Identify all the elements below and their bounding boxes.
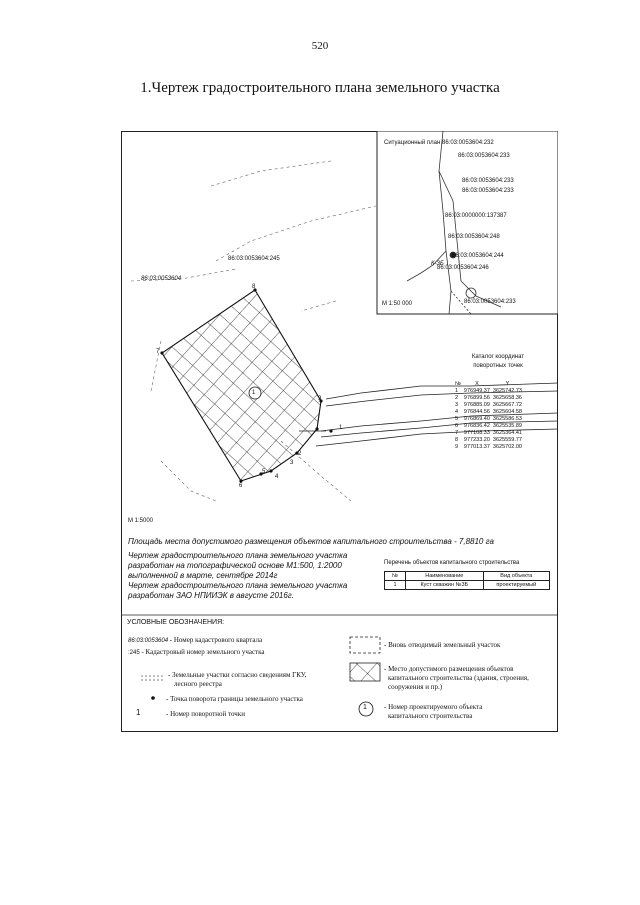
catalog-header: № <box>455 381 461 387</box>
legend-planned-num: 1 <box>363 704 367 711</box>
cell: 976869.40 <box>463 416 490 422</box>
legend-quarter <box>128 636 262 646</box>
legend-new-parcel: - Вновь отводимый земельный участок <box>384 641 501 649</box>
sit-parcel-label: 86:03:0053604:246 <box>437 265 489 271</box>
legend-line: капитального строительства <box>388 712 473 720</box>
table-row <box>455 416 525 423</box>
note-line: Чертеж градостроительного плана земельного участка <box>128 551 348 560</box>
cell: 976844.56 <box>463 409 490 415</box>
coordinate-catalog <box>455 381 525 451</box>
cell: 6 <box>455 423 459 429</box>
situation-plan-label: Ситуационный план <box>384 140 441 146</box>
cell: 3625742.73 <box>492 388 522 394</box>
legend-parcel-code: :245 <box>128 650 140 656</box>
cell: 976885.09 <box>463 402 490 408</box>
legend-parcel <box>128 648 265 658</box>
objects-header: Наименование <box>406 572 484 581</box>
objects-header: Вид объекта <box>483 572 549 581</box>
catalog-title <box>466 353 530 371</box>
sit-parcel-label: 86:03:0053604:244 <box>452 253 504 259</box>
cell: 3625667.72 <box>492 402 522 408</box>
area-note: Площадь места допустимого размещения объектов капитального строительства - 7,8810 га <box>128 537 494 546</box>
objects-table <box>384 571 550 590</box>
catalog-header: X <box>475 381 479 387</box>
cell: 3625586.53 <box>492 416 522 422</box>
legend-planned <box>384 703 482 721</box>
allowed-zone-symbol <box>350 663 380 681</box>
sit-parcel-label: 86:03:0053604:233 <box>462 188 514 194</box>
point-number: 4 <box>275 474 279 480</box>
cell: 977108.33 <box>463 430 490 436</box>
cell: 977013.37 <box>463 444 490 450</box>
cell: 8 <box>455 437 459 443</box>
cell: 3625604.58 <box>492 409 522 415</box>
parcel-cadastral-label: 86:03:0053604:245 <box>228 256 280 262</box>
cell: 3625658.36 <box>492 395 522 401</box>
cell: 2 <box>455 395 459 401</box>
legend-line: лесного реестра <box>174 680 222 688</box>
note-line: разработан ЗАО НПИИЭК в августе 2016г. <box>128 591 294 600</box>
note-line: разработан на топографической основе М1:500, 1:2000 <box>128 561 342 570</box>
point-number: 2 <box>298 451 302 457</box>
point-number: 1 <box>339 425 343 431</box>
legend-gku <box>168 671 306 689</box>
sit-parcel-label: 86:03:0053604:233 <box>464 299 516 305</box>
sit-parcel-label: 86:03:0053604:233 <box>458 153 510 159</box>
legend-line: - Земельные участки согласно сведениям ГКУ, <box>168 671 307 679</box>
cell: Куст скважин №3Б <box>406 581 484 590</box>
cell: проектируемый <box>483 581 549 590</box>
table-row <box>455 430 525 437</box>
table-row <box>455 388 525 395</box>
table-row <box>455 423 525 430</box>
note-line: Чертеж градостроительного плана земельного участка <box>128 581 348 590</box>
legend-line: - Место допустимого размещения объектов <box>384 665 514 673</box>
legend-line: сооружения и пр.) <box>388 683 443 691</box>
cell: 3625535.89 <box>492 423 522 429</box>
legend-line: - Номер проектируемого объекта <box>384 703 483 711</box>
catalog-title-line: Каталог координат <box>471 354 525 360</box>
point-number: 7 <box>156 349 160 355</box>
legend-quarter-desc: - Номер кадастрового квартала <box>169 636 263 644</box>
situation-scale: М 1:50 000 <box>382 301 413 307</box>
cell: 1 <box>385 581 406 590</box>
legend-parcel-desc: - Кадастровый номер земельного участка <box>141 648 265 656</box>
point-number: 5 <box>262 469 266 475</box>
table-row <box>455 402 525 409</box>
basis-note <box>128 551 378 601</box>
objects-header-row <box>385 572 550 581</box>
cell: 4 <box>455 409 459 415</box>
catalog-header-row <box>455 381 525 388</box>
table-row <box>455 444 525 451</box>
cell: 7 <box>455 430 459 436</box>
legend-quarter-code: 86:03:0053604 <box>128 638 169 644</box>
sit-parcel-label: 86:03:0000000:137387 <box>445 213 507 219</box>
point-number: 8 <box>252 284 256 290</box>
catalog-header: Y <box>505 381 510 387</box>
objects-table-title: Перечень объектов капитального строительства <box>384 560 520 566</box>
object-number: 1 <box>252 390 256 396</box>
objects-header: № <box>385 572 406 581</box>
table-row <box>455 437 525 444</box>
quarter-label: 86:03:0053604 <box>141 276 182 282</box>
well-label: К-3Б <box>431 261 444 267</box>
point-number: 3 <box>290 460 294 466</box>
cell: 976836.42 <box>463 423 490 429</box>
sit-parcel-label: 86:03:0053604:232 <box>442 140 494 146</box>
cell: 5 <box>455 416 459 422</box>
cell: 3625702.00 <box>492 444 522 450</box>
legend-line: капитального строительства (здания, строения, <box>388 674 529 682</box>
cell: 3 <box>455 402 459 408</box>
legend-point-num-desc: - Номер поворотной точки <box>166 710 245 718</box>
sit-parcel-label: 86:03:0053604:248 <box>448 234 500 240</box>
catalog-title-line: поворотных точек <box>473 363 523 369</box>
legend-point: - Точка поворота границы земельного участка <box>166 695 303 703</box>
point-number: 9 <box>318 396 322 402</box>
cell: 1 <box>455 388 459 394</box>
map-scale: М 1:5000 <box>128 518 154 524</box>
note-line: выполненной в марте, сентябре 2014г <box>128 571 278 580</box>
table-row <box>455 395 525 402</box>
legend-allowed <box>384 665 529 692</box>
point-number: 6 <box>239 483 243 489</box>
page-number: 520 <box>311 40 329 52</box>
document-title: 1.Чертеж градостроительного плана земельного участка <box>140 80 500 96</box>
cell: 3625559.77 <box>492 437 522 443</box>
cell: 9 <box>455 444 459 450</box>
cell: 977233.20 <box>463 437 490 443</box>
cell: 3625364.41 <box>492 430 522 436</box>
sit-parcel-label: 86:03:0053604:233 <box>462 178 514 184</box>
table-row <box>385 581 550 590</box>
cell: 976899.56 <box>463 395 490 401</box>
table-row <box>455 409 525 416</box>
legend-point-num: 1 <box>136 708 141 717</box>
legend-title: УСЛОВНЫЕ ОБОЗНАЧЕНИЯ: <box>127 619 225 626</box>
cell: 976949.37 <box>463 388 490 394</box>
new-parcel-symbol <box>350 637 380 653</box>
